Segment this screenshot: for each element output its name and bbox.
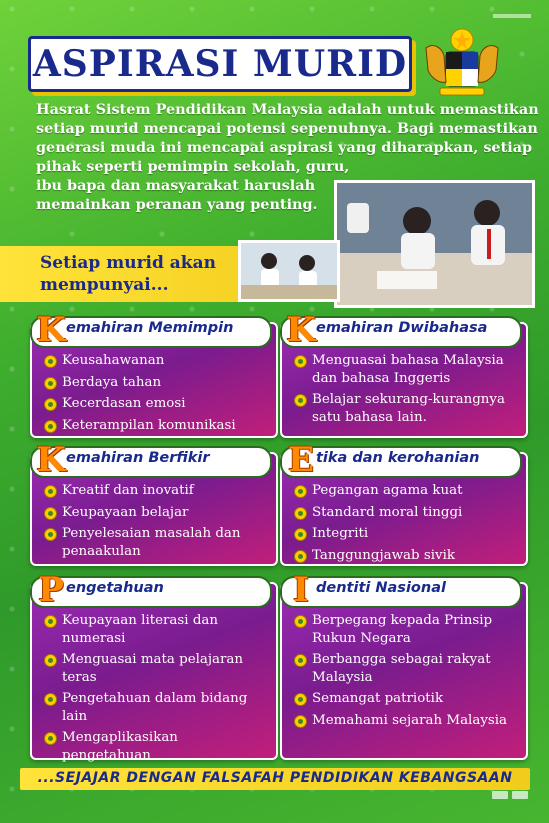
card-initial: K [36, 440, 66, 480]
card-heading: emahiran Memimpin [66, 320, 234, 336]
card-initial: P [38, 570, 64, 610]
list-item [294, 525, 516, 543]
round-bullet-icon [44, 377, 57, 390]
round-bullet-icon [44, 355, 57, 368]
list-item-text: Berpegang kepada Prinsip Rukun Negara [312, 613, 493, 646]
list-item [294, 391, 516, 426]
round-bullet-icon [294, 615, 307, 628]
intro-line: Hasrat Sistem Pendidikan Malaysia adalah untuk memastikan [36, 101, 539, 118]
round-bullet-icon [294, 693, 307, 706]
card-header [280, 570, 522, 610]
list-item [44, 417, 266, 435]
card-items [294, 352, 516, 430]
list-item [294, 547, 516, 565]
round-bullet-icon [44, 507, 57, 520]
card-etika-dan-kerohanian [280, 440, 528, 566]
card-header [30, 440, 272, 480]
round-bullet-icon [294, 485, 307, 498]
card-initial: K [286, 310, 316, 350]
list-item [294, 712, 516, 730]
card-heading: emahiran Berfikir [66, 450, 210, 466]
round-bullet-icon [44, 485, 57, 498]
list-item-text: Keupayaan literasi dan numerasi [62, 613, 219, 646]
tagline-line: Setiap murid akan [40, 253, 216, 273]
card-header [30, 570, 272, 610]
list-item [44, 729, 266, 764]
card-initial: I [293, 570, 309, 610]
card-heading: emahiran Dwibahasa [316, 320, 488, 336]
card-kemahiran-dwibahasa [280, 310, 528, 438]
list-item [294, 612, 516, 647]
classroom-photo [334, 180, 535, 308]
list-item [294, 690, 516, 708]
students-photo [238, 240, 340, 302]
list-item [44, 690, 266, 725]
card-items [294, 482, 516, 568]
list-item [44, 352, 266, 370]
card-kemahiran-berfikir [30, 440, 278, 566]
list-item-text: Tanggungjawab sivik [312, 547, 455, 563]
card-kemahiran-memimpin [30, 310, 278, 438]
intro-line: setiap murid mencapai potensi sepenuhnya. Bagi memastikan [36, 120, 538, 137]
round-bullet-icon [294, 394, 307, 407]
list-item-text: Keusahawanan [62, 353, 165, 368]
list-item [44, 612, 266, 647]
round-bullet-icon [294, 550, 307, 563]
card-header [280, 310, 522, 350]
card-items [44, 482, 266, 564]
intro-line: generasi muda ini mencapai aspirasi yang diharapkan, setiap [36, 139, 533, 156]
intro-line: memainkan peranan yang penting. [36, 196, 318, 213]
students-photo-image [241, 243, 337, 299]
list-item-text: Penyelesaian masalah dan penaakulan [62, 526, 241, 559]
list-item [44, 651, 266, 686]
card-heading: dentiti Nasional [316, 580, 446, 596]
list-item-text: Kreatif dan inovatif [62, 483, 194, 498]
malaysia-coat-of-arms-icon [420, 26, 504, 100]
list-item-text: Semangat patriotik [312, 691, 444, 706]
classroom-photo-image [337, 183, 532, 305]
list-item-text: Berbangga sebagai rakyat Malaysia [312, 652, 491, 685]
list-item-text: Standard moral tinggi [312, 504, 463, 520]
tagline-line: mempunyai... [40, 275, 169, 295]
card-header [30, 310, 272, 350]
list-item-text: Belajar sekurang-kurangnya satu bahasa lain. [312, 392, 505, 425]
round-bullet-icon [44, 398, 57, 411]
page-title: ASPIRASI MURID [32, 43, 408, 85]
list-item-text: Pengetahuan dalam bidang lain [62, 691, 248, 724]
list-item-text: Mengaplikasikan pengetahuan [62, 730, 178, 763]
list-item-text: Menguasai bahasa Malaysia dan bahasa Inggeris [312, 353, 504, 386]
list-item-text: Berdaya tahan [62, 374, 162, 390]
list-item-text: Integriti [312, 526, 369, 541]
list-item-text: Keupayaan belajar [62, 504, 189, 520]
list-item-text: Menguasai mata pelajaran teras [62, 652, 244, 685]
card-initial: K [36, 310, 66, 350]
round-bullet-icon [294, 715, 307, 728]
list-item [44, 395, 266, 413]
list-item [294, 352, 516, 387]
list-item-text: Pegangan agama kuat [312, 483, 463, 498]
list-item [294, 482, 516, 500]
card-identiti-nasional [280, 570, 528, 760]
list-item-text: Keterampilan komunikasi [62, 417, 236, 433]
publisher-logos-icon [492, 790, 530, 800]
list-item-text: Kecerdasan emosi [62, 396, 186, 411]
list-item [44, 525, 266, 560]
footer-text: ...SEJAJAR DENGAN FALSAFAH PENDIDIKAN KEBANGSAAN [37, 770, 513, 786]
round-bullet-icon [44, 693, 57, 706]
list-item [294, 504, 516, 522]
footer-band [20, 768, 530, 790]
list-item [44, 374, 266, 392]
round-bullet-icon [294, 654, 307, 667]
card-pengetahuan [30, 570, 278, 763]
round-bullet-icon [294, 528, 307, 541]
round-bullet-icon [294, 355, 307, 368]
list-item-text: Memahami sejarah Malaysia [312, 712, 508, 728]
round-bullet-icon [44, 732, 57, 745]
card-items [294, 612, 516, 733]
intro-line: ibu bapa dan masyarakat haruslah [36, 177, 316, 194]
publisher-tag [493, 14, 531, 18]
card-initial: E [288, 440, 314, 480]
card-header [280, 440, 522, 480]
list-item [294, 651, 516, 686]
round-bullet-icon [44, 420, 57, 433]
intro-line: pihak seperti pemimpin sekolah, guru, [36, 158, 350, 175]
round-bullet-icon [44, 615, 57, 628]
card-items [44, 352, 266, 438]
card-heading: tika dan kerohanian [316, 450, 480, 466]
card-items [44, 612, 266, 768]
list-item [44, 504, 266, 522]
round-bullet-icon [294, 507, 307, 520]
round-bullet-icon [44, 654, 57, 667]
round-bullet-icon [44, 528, 57, 541]
title-banner [28, 36, 412, 92]
list-item [44, 482, 266, 500]
card-heading: engetahuan [66, 580, 164, 596]
